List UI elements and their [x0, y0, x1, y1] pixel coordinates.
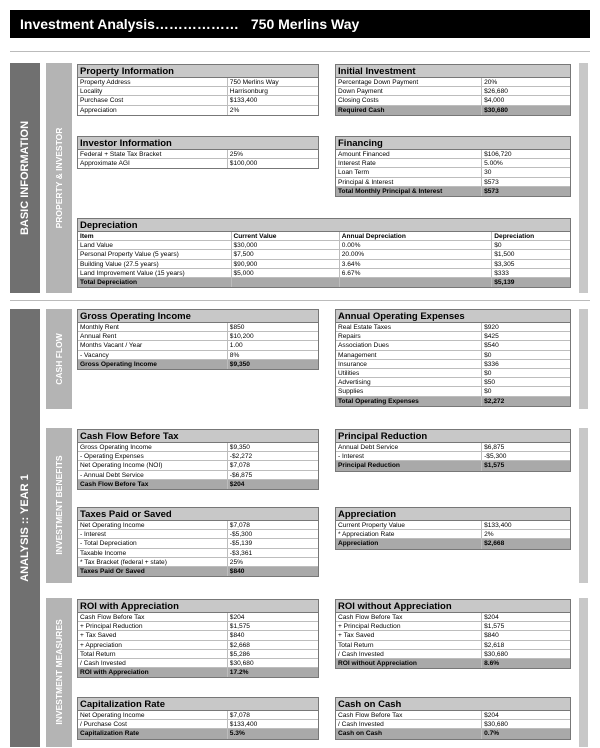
- row-value: $4,000: [481, 96, 570, 104]
- table-row: [78, 87, 318, 96]
- row-value: 750 Merlins Way: [227, 78, 318, 86]
- table-title: Gross Operating Income: [78, 310, 318, 323]
- table-row: [78, 720, 318, 729]
- row-value: -$5,300: [227, 530, 318, 538]
- table-row: [78, 539, 318, 548]
- capitalization-rate-table: [77, 697, 319, 740]
- row-label: Purchase Cost: [80, 97, 124, 105]
- row-value: $840: [481, 631, 570, 639]
- table-total-row: [78, 668, 318, 677]
- row-label: Cash on Cash: [338, 730, 382, 738]
- table-title: Principal Reduction: [336, 430, 570, 443]
- table-row: [336, 521, 570, 530]
- row-value: 3.64%: [339, 260, 492, 268]
- table-row: [78, 106, 318, 115]
- table-row: [336, 387, 570, 396]
- annual-operating-expenses-table: [335, 309, 571, 407]
- row-value: $26,680: [481, 87, 570, 95]
- row-value: $920: [481, 323, 570, 331]
- row-value: Annual Depreciation: [339, 232, 492, 240]
- row-label: Total Return: [80, 650, 116, 658]
- table-row: [78, 260, 570, 269]
- row-label: + Principal Reduction: [338, 623, 401, 631]
- row-value: 2%: [227, 106, 318, 115]
- row-label: Net Operating Income: [80, 712, 145, 719]
- row-value: 5.3%: [227, 729, 318, 738]
- row-label: Net Operating Income (NOI): [80, 462, 163, 470]
- row-label: Federal + State Tax Bracket: [80, 151, 162, 158]
- row-label: - Operating Expenses: [80, 453, 144, 461]
- row-value: $5,139: [491, 278, 570, 287]
- row-label: Appreciation: [338, 540, 379, 548]
- row-value: 25%: [227, 558, 318, 566]
- row-value: 2%: [481, 530, 570, 538]
- table-row: [78, 351, 318, 360]
- section-divider: [10, 300, 590, 301]
- row-value: 20.00%: [339, 250, 492, 258]
- table-row: [78, 150, 318, 159]
- row-value: $2,668: [481, 539, 570, 548]
- row-label: Gross Operating Income: [80, 444, 152, 451]
- table-title: Taxes Paid or Saved: [78, 508, 318, 521]
- cash-on-cash-table: [335, 697, 571, 740]
- row-label: Interest Rate: [338, 160, 376, 168]
- table-row: [78, 471, 318, 480]
- row-value: $333: [491, 269, 570, 277]
- row-value: $204: [481, 613, 570, 621]
- row-label: - Interest: [338, 453, 365, 461]
- row-label: + Appreciation: [80, 641, 122, 649]
- table-row: [336, 168, 570, 177]
- row-label: Repairs: [338, 333, 361, 341]
- investor-information-table: [77, 136, 319, 169]
- table-total-row: [78, 567, 318, 576]
- row-value: $10,200: [227, 332, 318, 340]
- row-value: $573: [481, 187, 570, 196]
- row-label: * Tax Bracket (federal + state): [80, 558, 167, 566]
- depreciation-table: [77, 218, 571, 288]
- roi-with-appreciation-table: [77, 599, 319, 678]
- table-row: [78, 530, 318, 539]
- row-label: Principal & Interest: [338, 178, 394, 186]
- table-title: Capitalization Rate: [78, 698, 318, 711]
- row-value: 8%: [227, 351, 318, 359]
- row-value: $204: [227, 480, 318, 489]
- header-address: 750 Merlins Way: [250, 16, 360, 32]
- row-value: $840: [227, 567, 318, 576]
- financing-table: [335, 136, 571, 197]
- row-label: Amount Financed: [338, 151, 390, 158]
- row-value: $90,900: [231, 260, 339, 268]
- row-value: $9,350: [227, 443, 318, 451]
- row-value: 17.2%: [227, 668, 318, 677]
- row-value: -$3,361: [227, 549, 318, 557]
- row-label: Property Address: [80, 79, 131, 86]
- row-label: Required Cash: [338, 106, 385, 114]
- row-label: - Interest: [80, 531, 107, 539]
- row-value: 1.00: [227, 341, 318, 349]
- row-label: Land Improvement Value (15 years): [80, 269, 185, 277]
- analysis-label: ANALYSIS :: YEAR 1: [19, 474, 31, 582]
- row-value: 25%: [227, 150, 318, 158]
- table-title: Initial Investment: [336, 65, 570, 78]
- row-label: Item: [80, 233, 94, 240]
- row-value: $1,575: [227, 622, 318, 630]
- row-value: $133,400: [227, 720, 318, 728]
- table-row: [78, 521, 318, 530]
- taxes-paid-or-saved-table: [77, 507, 319, 577]
- table-row: [336, 650, 570, 659]
- table-row: [336, 641, 570, 650]
- table-row: [336, 378, 570, 387]
- row-value: $50: [481, 378, 570, 386]
- row-value: 5.00%: [481, 159, 570, 167]
- row-label: / Cash Invested: [338, 721, 384, 729]
- row-label: + Principal Reduction: [80, 623, 143, 631]
- row-value: [231, 278, 339, 287]
- row-value: $850: [227, 323, 318, 331]
- row-label: Down Payment: [338, 88, 383, 96]
- table-row: [78, 323, 318, 332]
- right-gutter: [579, 63, 588, 293]
- table-total-row: [336, 729, 570, 738]
- table-row: [78, 269, 570, 278]
- row-label: / Cash Invested: [80, 659, 126, 667]
- row-label: - Total Depreciation: [80, 540, 137, 548]
- row-value: Depreciation: [491, 232, 570, 240]
- row-value: $7,078: [227, 461, 318, 469]
- row-label: - Vacancy: [80, 351, 109, 359]
- row-value: $30,680: [481, 650, 570, 658]
- row-value: $133,400: [227, 96, 318, 104]
- table-row: [78, 332, 318, 341]
- table-row: [78, 558, 318, 567]
- row-value: $840: [227, 631, 318, 639]
- table-title: Cash on Cash: [336, 698, 570, 711]
- table-row: [336, 341, 570, 350]
- row-value: [339, 278, 492, 287]
- row-value: -$2,272: [227, 452, 318, 460]
- row-label: Association Dues: [338, 342, 389, 350]
- cash-flow-label: CASH FLOW: [54, 333, 64, 385]
- row-value: $7,078: [227, 711, 318, 719]
- table-title: Financing: [336, 137, 570, 150]
- row-label: Building Value (27.5 years): [80, 260, 159, 268]
- table-row: [78, 650, 318, 659]
- row-label: Capitalization Rate: [80, 730, 139, 738]
- row-value: $133,400: [481, 521, 570, 529]
- row-label: Gross Operating Income: [80, 360, 157, 368]
- row-value: 8.6%: [481, 659, 570, 668]
- row-label: * Appreciation Rate: [338, 531, 395, 539]
- row-value: $7,500: [231, 250, 339, 258]
- row-value: -$6,875: [227, 471, 318, 479]
- row-value: $2,618: [481, 641, 570, 649]
- cash-flow-before-tax-table: [77, 429, 319, 490]
- row-label: Management: [338, 351, 377, 359]
- table-row: [78, 711, 318, 720]
- table-row: [78, 461, 318, 470]
- row-value: $7,078: [227, 521, 318, 529]
- table-row: [78, 241, 570, 250]
- row-label: Total Depreciation: [80, 278, 138, 286]
- row-label: Insurance: [338, 360, 367, 368]
- row-label: Cash Flow Before Tax: [338, 614, 403, 621]
- top-divider: [10, 51, 590, 52]
- row-value: $425: [481, 332, 570, 340]
- row-value: 0.00%: [339, 241, 492, 249]
- row-label: Annual Rent: [80, 333, 117, 341]
- row-label: Total Operating Expenses: [338, 397, 419, 405]
- row-value: $0: [481, 387, 570, 395]
- row-label: / Purchase Cost: [80, 721, 127, 729]
- row-label: + Tax Saved: [80, 632, 117, 640]
- row-value: $1,500: [491, 250, 570, 258]
- table-title: Property Information: [78, 65, 318, 78]
- table-row: [78, 250, 570, 259]
- table-row: [336, 332, 570, 341]
- roi-without-appreciation-table: [335, 599, 571, 669]
- table-row: [336, 87, 570, 96]
- row-value: $6,875: [481, 443, 570, 451]
- row-value: $0: [481, 351, 570, 359]
- table-total-row: [78, 360, 318, 369]
- property-investor-label: PROPERTY & INVESTOR: [54, 127, 64, 229]
- table-total-row: [78, 729, 318, 738]
- table-row: [336, 622, 570, 631]
- row-value: $0: [491, 241, 570, 249]
- row-value: $30,680: [481, 106, 570, 115]
- row-value: 30: [481, 168, 570, 176]
- page-header: [10, 10, 590, 38]
- table-row: [336, 159, 570, 168]
- row-label: Annual Debt Service: [338, 444, 399, 451]
- table-total-row: [78, 278, 570, 287]
- initial-investment-table: [335, 64, 571, 116]
- row-value: $30,680: [227, 659, 318, 667]
- right-gutter: [579, 428, 588, 583]
- table-total-row: [336, 461, 570, 470]
- table-row: [336, 720, 570, 729]
- table-row: [336, 96, 570, 105]
- row-value: $1,575: [481, 461, 570, 470]
- row-label: Percentage Down Payment: [338, 79, 419, 86]
- row-value: Harrisonburg: [227, 87, 318, 95]
- table-row: [78, 443, 318, 452]
- table-title: Depreciation: [78, 219, 570, 232]
- table-total-row: [336, 397, 570, 406]
- row-value: $9,350: [227, 360, 318, 369]
- row-value: $106,720: [481, 150, 570, 158]
- table-total-row: [336, 659, 570, 668]
- table-row: [336, 452, 570, 461]
- row-label: - Annual Debt Service: [80, 471, 144, 479]
- row-label: Locality: [80, 88, 103, 96]
- property-information-table: [77, 64, 319, 116]
- row-label: Principal Reduction: [338, 462, 400, 470]
- row-label: ROI with Appreciation: [80, 669, 149, 677]
- table-row: [336, 631, 570, 640]
- table-total-row: [336, 187, 570, 196]
- row-label: Utilities: [338, 369, 360, 377]
- row-value: $540: [481, 341, 570, 349]
- table-row: [78, 78, 318, 87]
- row-value: $100,000: [227, 159, 318, 168]
- row-label: Cash Flow Before Tax: [338, 712, 403, 719]
- table-row: [336, 443, 570, 452]
- row-value: $0: [481, 369, 570, 377]
- row-label: Real Estate Taxes: [338, 324, 392, 331]
- table-row: [336, 178, 570, 187]
- table-row: [336, 360, 570, 369]
- table-title: Appreciation: [336, 508, 570, 521]
- row-label: / Cash Invested: [338, 650, 384, 658]
- row-value: -$5,300: [481, 452, 570, 460]
- row-label: Net Operating Income: [80, 522, 145, 529]
- row-value: $204: [227, 613, 318, 621]
- basic-information-label: BASIC INFORMATION: [19, 120, 31, 236]
- table-row: [336, 613, 570, 622]
- gross-operating-income-table: [77, 309, 319, 370]
- row-value: $30,680: [481, 720, 570, 728]
- table-total-row: [78, 480, 318, 489]
- row-label: Closing Costs: [338, 97, 379, 105]
- investment-measures-label: INVESTMENT MEASURES: [54, 619, 64, 725]
- row-label: Cash Flow Before Tax: [80, 480, 149, 488]
- row-label: Months Vacant / Year: [80, 342, 143, 350]
- row-value: $336: [481, 360, 570, 368]
- table-row: [78, 631, 318, 640]
- table-row: [336, 711, 570, 720]
- row-value: $2,272: [481, 397, 570, 406]
- table-row: [78, 96, 318, 105]
- row-value: $30,000: [231, 241, 339, 249]
- investment-benefits-label: INVESTMENT BENEFITS: [54, 455, 64, 555]
- table-total-row: [336, 106, 570, 115]
- row-label: ROI without Appreciation: [338, 659, 417, 667]
- table-total-row: [336, 539, 570, 548]
- row-value: $2,668: [227, 641, 318, 649]
- header-title: Investment Analysis………………: [20, 16, 239, 32]
- table-title: ROI without Appreciation: [336, 600, 570, 613]
- row-value: $204: [481, 711, 570, 719]
- row-value: $5,286: [227, 650, 318, 658]
- row-value: 20%: [481, 78, 570, 86]
- row-label: Cash Flow Before Tax: [80, 614, 145, 621]
- appreciation-table: [335, 507, 571, 550]
- table-header-row: [78, 232, 570, 241]
- row-label: Appreciation: [80, 106, 117, 114]
- row-value: 6.67%: [339, 269, 492, 277]
- table-row: [78, 622, 318, 631]
- row-label: Loan Term: [338, 169, 370, 177]
- row-label: Personal Property Value (5 years): [80, 251, 179, 259]
- principal-reduction-table: [335, 429, 571, 472]
- row-label: Approximate AGI: [80, 160, 130, 168]
- row-label: Taxable Income: [80, 549, 127, 557]
- right-gutter: [579, 309, 588, 409]
- table-title: ROI with Appreciation: [78, 600, 318, 613]
- table-row: [336, 369, 570, 378]
- table-row: [78, 613, 318, 622]
- table-row: [78, 549, 318, 558]
- table-row: [336, 323, 570, 332]
- row-value: $1,575: [481, 622, 570, 630]
- row-label: Advertising: [338, 379, 371, 387]
- table-row: [336, 78, 570, 87]
- row-value: -$5,139: [227, 539, 318, 547]
- table-row: [336, 351, 570, 360]
- table-title: Cash Flow Before Tax: [78, 430, 318, 443]
- row-label: + Tax Saved: [338, 632, 375, 640]
- row-label: Current Property Value: [338, 522, 405, 529]
- row-label: Land Value: [80, 242, 113, 250]
- row-value: $573: [481, 178, 570, 186]
- right-gutter: [579, 598, 588, 747]
- row-value: Current Value: [231, 232, 339, 240]
- table-title: Annual Operating Expenses: [336, 310, 570, 323]
- table-row: [78, 659, 318, 668]
- row-value: $3,305: [491, 260, 570, 268]
- row-value: $5,000: [231, 269, 339, 277]
- row-label: Taxes Paid Or Saved: [80, 567, 145, 575]
- table-row: [336, 150, 570, 159]
- row-value: 0.7%: [481, 729, 570, 738]
- table-title: Investor Information: [78, 137, 318, 150]
- table-row: [78, 641, 318, 650]
- row-label: Total Return: [338, 641, 374, 649]
- row-label: Supplies: [338, 388, 364, 396]
- row-label: Total Monthly Principal & Interest: [338, 187, 443, 195]
- row-label: Monthly Rent: [80, 324, 119, 331]
- table-row: [78, 159, 318, 168]
- table-row: [336, 530, 570, 539]
- table-row: [78, 341, 318, 350]
- table-row: [78, 452, 318, 461]
